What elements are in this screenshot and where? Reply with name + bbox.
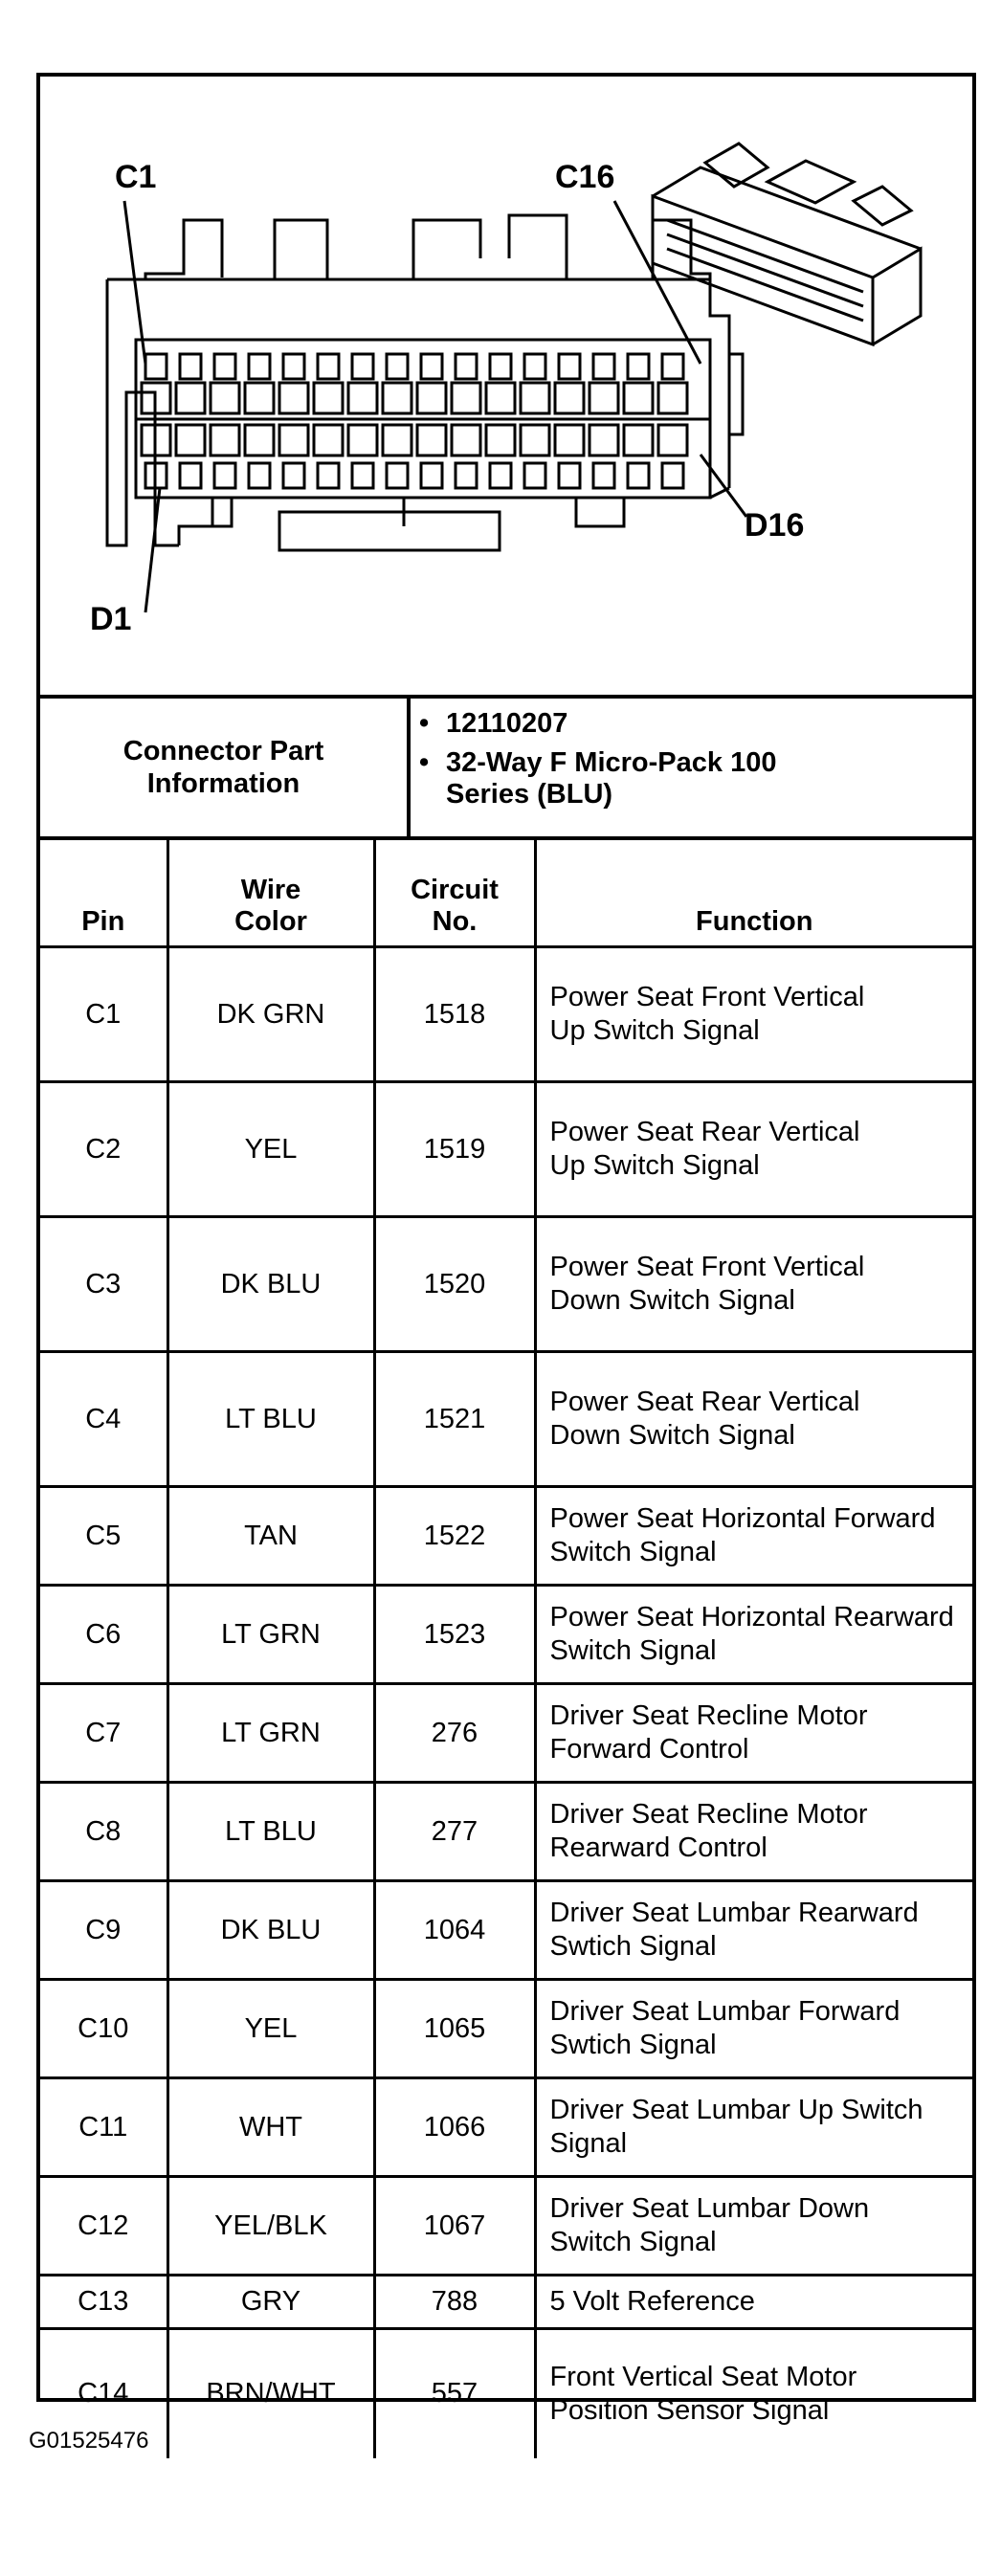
bullet-item <box>419 708 965 740</box>
cell-pin: C1 <box>40 947 167 1082</box>
function-text: Driver Seat Lumbar Up Switch Signal <box>549 2095 923 2159</box>
function-text: Power Seat Rear Vertical Up Switch Signal <box>549 1117 860 1181</box>
cell-circuit: 1522 <box>374 1487 535 1586</box>
cell-pin: C8 <box>40 1783 167 1881</box>
cell-pin: C9 <box>40 1881 167 1980</box>
cell-pin: C13 <box>40 2276 167 2329</box>
header-circuit-no-text: Circuit No. <box>411 875 499 937</box>
table-row <box>40 1487 972 1586</box>
label-c1: C1 <box>115 159 157 195</box>
connector-face-drawing <box>40 77 972 695</box>
cell-color: TAN <box>167 1487 374 1586</box>
cell-function <box>535 947 972 1082</box>
bullet-icon: • <box>419 747 430 778</box>
cell-color: WHT <box>167 2078 374 2177</box>
table-row <box>40 1881 972 1980</box>
cell-color: LT GRN <box>167 1586 374 1684</box>
cell-pin: C5 <box>40 1487 167 1586</box>
label-d1: D1 <box>90 601 132 637</box>
connector-info <box>40 699 972 840</box>
table-row <box>40 2276 972 2329</box>
cell-color: LT GRN <box>167 1684 374 1783</box>
connector-info-title <box>40 699 411 836</box>
table-header-row <box>40 840 972 947</box>
pin-table <box>40 840 972 2458</box>
connector-info-title-text: Connector Part Information <box>122 736 324 799</box>
label-d16: D16 <box>745 507 805 544</box>
table-row <box>40 2078 972 2177</box>
cell-circuit: 1065 <box>374 1980 535 2078</box>
cell-circuit: 557 <box>374 2329 535 2458</box>
cell-function: Driver Seat Recline Motor Forward Control <box>535 1684 972 1783</box>
connector-diagram <box>40 77 972 699</box>
cell-pin: C12 <box>40 2177 167 2276</box>
cell-function: 5 Volt Reference <box>535 2276 972 2329</box>
cell-color: LT BLU <box>167 1352 374 1487</box>
cell-function: Power Seat Horizontal Rearward Switch Signal <box>535 1586 972 1684</box>
cell-circuit: 276 <box>374 1684 535 1783</box>
cell-function: Driver Seat Lumbar Rearward Swtich Signal <box>535 1881 972 1980</box>
connector-sheet <box>36 73 976 2426</box>
header-function: Function <box>535 840 972 947</box>
table-row <box>40 2329 972 2458</box>
table-row <box>40 1783 972 1881</box>
cell-circuit: 277 <box>374 1783 535 1881</box>
table-row <box>40 1980 972 2078</box>
function-text: Power Seat Front Vertical Down Switch Signal <box>549 1252 865 1316</box>
bullet-icon: • <box>419 708 430 739</box>
cell-pin: C6 <box>40 1586 167 1684</box>
function-text: Front Vertical Seat Motor Position Sensor Signal <box>549 2361 857 2426</box>
cell-color: DK GRN <box>167 947 374 1082</box>
cell-pin: C14 <box>40 2329 167 2458</box>
cell-function <box>535 2329 972 2458</box>
cell-color: BRN/WHT <box>167 2329 374 2458</box>
cell-color: DK BLU <box>167 1881 374 1980</box>
connector-info-bullets <box>419 708 965 818</box>
cell-pin: C2 <box>40 1082 167 1217</box>
cell-function: Driver Seat Recline Motor Rearward Control <box>535 1783 972 1881</box>
cell-function <box>535 1082 972 1217</box>
cell-pin: C7 <box>40 1684 167 1783</box>
table-row <box>40 1082 972 1217</box>
table-row <box>40 2177 972 2276</box>
part-number: 12110207 <box>446 708 568 739</box>
connector-type: 32-Way F Micro-Pack 100 Series (BLU) <box>446 747 777 810</box>
cell-color: LT BLU <box>167 1783 374 1881</box>
cell-color: YEL <box>167 1082 374 1217</box>
cell-circuit: 1518 <box>374 947 535 1082</box>
table-row <box>40 1684 972 1783</box>
cell-circuit: 1523 <box>374 1586 535 1684</box>
cell-color: YEL <box>167 1980 374 2078</box>
cell-function <box>535 2078 972 2177</box>
cell-color: GRY <box>167 2276 374 2329</box>
cell-circuit: 1066 <box>374 2078 535 2177</box>
cell-function: Power Seat Horizontal Forward Switch Signal <box>535 1487 972 1586</box>
cell-pin: C10 <box>40 1980 167 2078</box>
cell-color: YEL/BLK <box>167 2177 374 2276</box>
bullet-item <box>419 747 965 811</box>
cell-color: DK BLU <box>167 1217 374 1352</box>
cell-pin: C11 <box>40 2078 167 2177</box>
cell-pin: C4 <box>40 1352 167 1487</box>
cell-circuit: 1064 <box>374 1881 535 1980</box>
cell-function: Driver Seat Lumbar Forward Swtich Signal <box>535 1980 972 2078</box>
table-row <box>40 1352 972 1487</box>
function-text: Power Seat Front Vertical Up Switch Signal <box>549 982 865 1046</box>
cell-circuit: 1519 <box>374 1082 535 1217</box>
cell-circuit: 788 <box>374 2276 535 2329</box>
function-text: Power Seat Rear Vertical Down Switch Signal <box>549 1387 860 1451</box>
cell-function <box>535 1352 972 1487</box>
label-c16: C16 <box>555 159 615 195</box>
header-wire-color-text: Wire Color <box>234 875 307 937</box>
function-text: Driver Seat Lumbar Down Switch Signal <box>549 2193 870 2257</box>
cell-function <box>535 1217 972 1352</box>
header-pin: Pin <box>40 840 167 947</box>
reference-code: G01525476 <box>29 2428 149 2454</box>
header-wire-color <box>167 840 374 947</box>
table-row <box>40 1217 972 1352</box>
table-row <box>40 947 972 1082</box>
header-circuit-no <box>374 840 535 947</box>
cell-circuit: 1067 <box>374 2177 535 2276</box>
cell-circuit: 1520 <box>374 1217 535 1352</box>
table-row <box>40 1586 972 1684</box>
cell-function <box>535 2177 972 2276</box>
cell-circuit: 1521 <box>374 1352 535 1487</box>
cell-pin: C3 <box>40 1217 167 1352</box>
